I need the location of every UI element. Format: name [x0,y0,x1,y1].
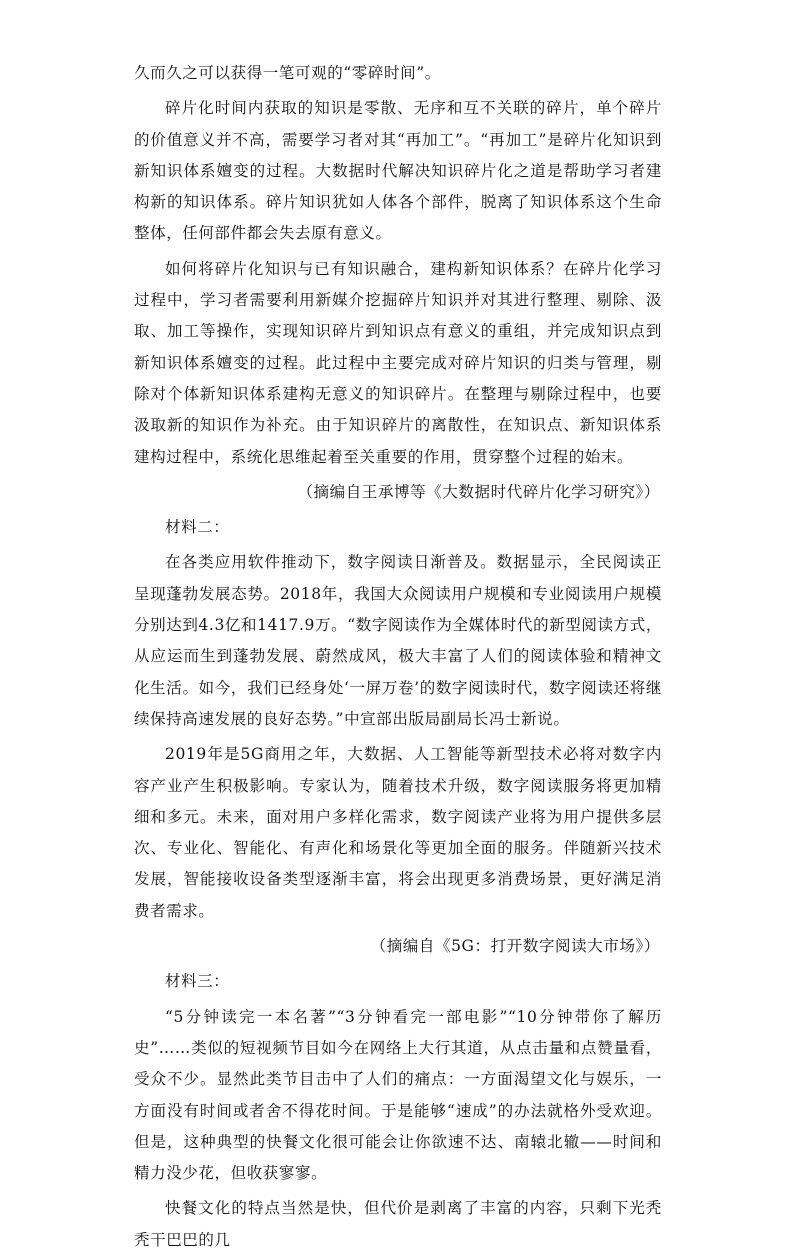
section-heading-material-2: 材料二： [165,518,230,537]
paragraph-short-video: “5分钟读完一本名著”“3分钟看完一部电影”“10分钟带你了解历史”……类似的短视频节目如今在网络上大行其道，从点击量和点赞量看，受众不少。显然此类节目击中了人们的痛点：一方面渴望文化与娱乐，一方面没有时间或者舍不得花时间。于是能够“速成”的办法就格外受欢迎。但是，这种典型的快餐文化很可能会让你欲速不达、南辕北辙——时间和精力没少花，但收获寥寥。 [134,1007,662,1183]
paragraph-knowledge-system: 如何将碎片化知识与已有知识融合，建构新知识体系？在碎片化学习过程中，学习者需要利用新媒介挖掘碎片知识并对其进行整理、剔除、汲取、加工等操作，实现知识碎片到知识点有意义的重组，并完成知识点到新知识体系嬗变的过程。此过程中主要完成对碎片知识的归类与管理，剔除对个体新知识体系建构无意义的知识碎片。在整理与剔除过程中，也要汲取新的知识作为补充。由于知识碎片的离散性，在知识点、新知识体系建构过程中，系统化思维起着至关重要的作用，贯穿整个过程的始末。 [134,259,662,466]
source-citation-1: （摘编自王承博等《大数据时代碎片化学习研究》） [297,482,660,501]
paragraph-fast-food-culture: 快餐文化的特点当然是快，但代价是剥离了丰富的内容，只剩下光秃秃干巴巴的几 [134,1199,662,1249]
paragraph-5g: 2019年是5G商用之年，大数据、人工智能等新型技术必将对数字内容产业产生积极影响。专家认为，随着技术升级，数字阅读服务将更加精细和多元。未来，面对用户多样化需求，数字阅读产业将为用户提供多层次、专业化、智能化、有声化和场景化等更加全面的服务。伴随新兴技术发展，智能接收设备类型逐渐丰富，将会出现更多消费场景，更好满足消费者需求。 [134,745,662,920]
section-heading-material-3: 材料三： [165,972,230,991]
source-citation-2: （摘编自《5G：打开数字阅读大市场》） [370,937,660,956]
paragraph-fragmented-knowledge: 碎片化时间内获取的知识是零散、无序和互不关联的碎片，单个碎片的价值意义并不高，需要学习者对其“再加工”。“再加工”是碎片化知识到新知识体系嬗变的过程。大数据时代解决知识碎片化之道是帮助学习者建构新的知识体系。碎片知识犹如人体各个部件，脱离了知识体系这个生命整体，任何部件都会失去原有意义。 [134,99,662,243]
document-body [134,58,662,1256]
paragraph-continuation: 久而久之可以获得一笔可观的“零碎时间”。 [134,64,441,82]
paragraph-digital-reading: 在各类应用软件推动下，数字阅读日渐普及。数据显示，全民阅读正呈现蓬勃发展态势。2018年，我国大众阅读用户规模和专业阅读用户规模分别达到4.3亿和1417.9万。“数字阅读作为全媒体时代的新型阅读方式，从应运而生到蓬勃发展、蔚然成风，极大丰富了人们的阅读体验和精神文化生活。如今，我们已经身处‘一屏万卷’的数字阅读时代，数字阅读还将继续保持高速发展的良好态势。”中宣部出版局副局长冯士新说。 [134,553,662,728]
